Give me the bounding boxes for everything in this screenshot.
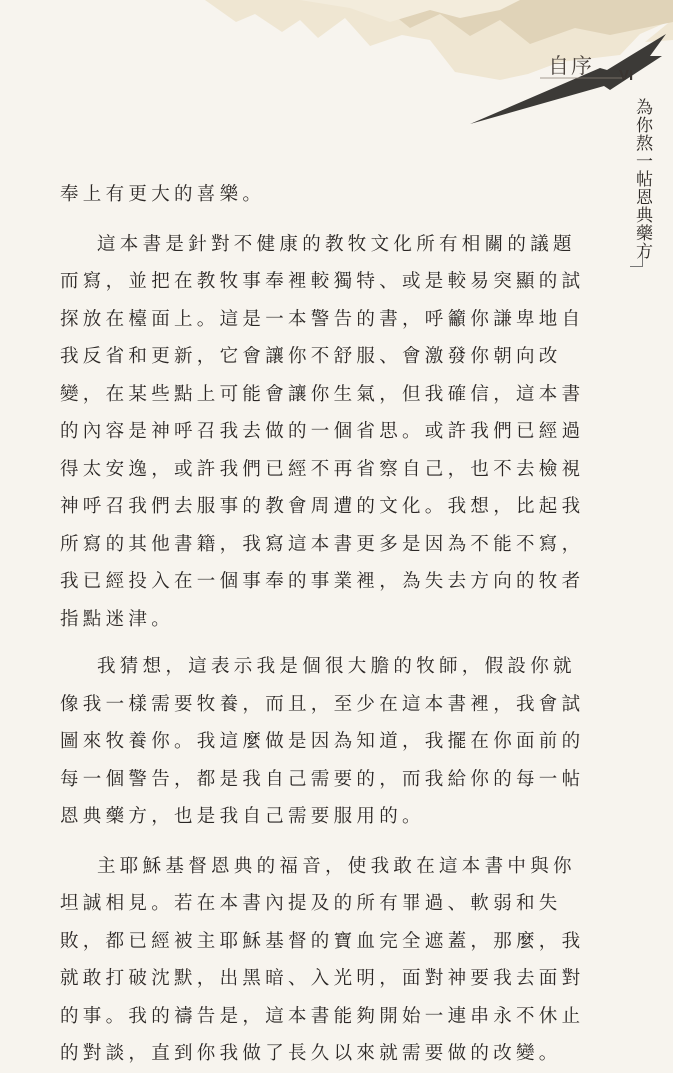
paragraph-4: 主耶穌基督恩典的福音，使我敢在這本書中與你坦誠相見。若在本書內提及的所有罪過、軟弱和失敗，都已經被主耶穌基督的寶血完全遮蓋，那麼，我就敢打破沈默，出黑暗、入光明，面對神要我去面對的事。我的禱告是，這本書能夠開始一連串永不休止的對談，直到你我做了長久以來就需要做的改變。	[60, 855, 585, 1064]
paragraph-2: 這本書是針對不健康的教牧文化所有相關的議題而寫，並把在教牧事奉裡較獨特、或是較易突顯的試探放在檯面上。這是一本警告的書，呼籲你謙卑地自我反省和更新，它會讓你不舒服、會激發你朝向改變，在某些點上可能會讓你生氣，但我確信，這本書的內容是神呼召我去做的一個省思。或許我們已經過得太安逸，或許我們已經不再省察自己，也不去檢視神呼召我們去服事的教會周遭的文化。我想，比起我所寫的其他書籍，我寫這本書更多是因為不能不寫，我已經投入在一個事奉的事業裡，為失去方向的牧者指點迷津。	[60, 233, 585, 630]
body-text	[60, 176, 585, 1073]
running-title-bracket	[630, 250, 643, 267]
chapter-title: 自序	[548, 54, 594, 78]
paragraph-3: 我猜想，這表示我是個很大膽的牧師，假設你就像我一樣需要牧養，而且，至少在這本書裡，我會試圖來牧養你。我這麼做是因為知道，我擺在你面前的每一個警告，都是我自己需要的，而我給你的每一帖恩典藥方，也是我自己需要服用的。	[60, 656, 585, 827]
paragraph-1: 奉上有更大的喜樂。	[60, 184, 266, 205]
running-book-title: 為你熬一帖恩典藥方	[632, 98, 652, 260]
page-number: VI	[619, 67, 634, 84]
